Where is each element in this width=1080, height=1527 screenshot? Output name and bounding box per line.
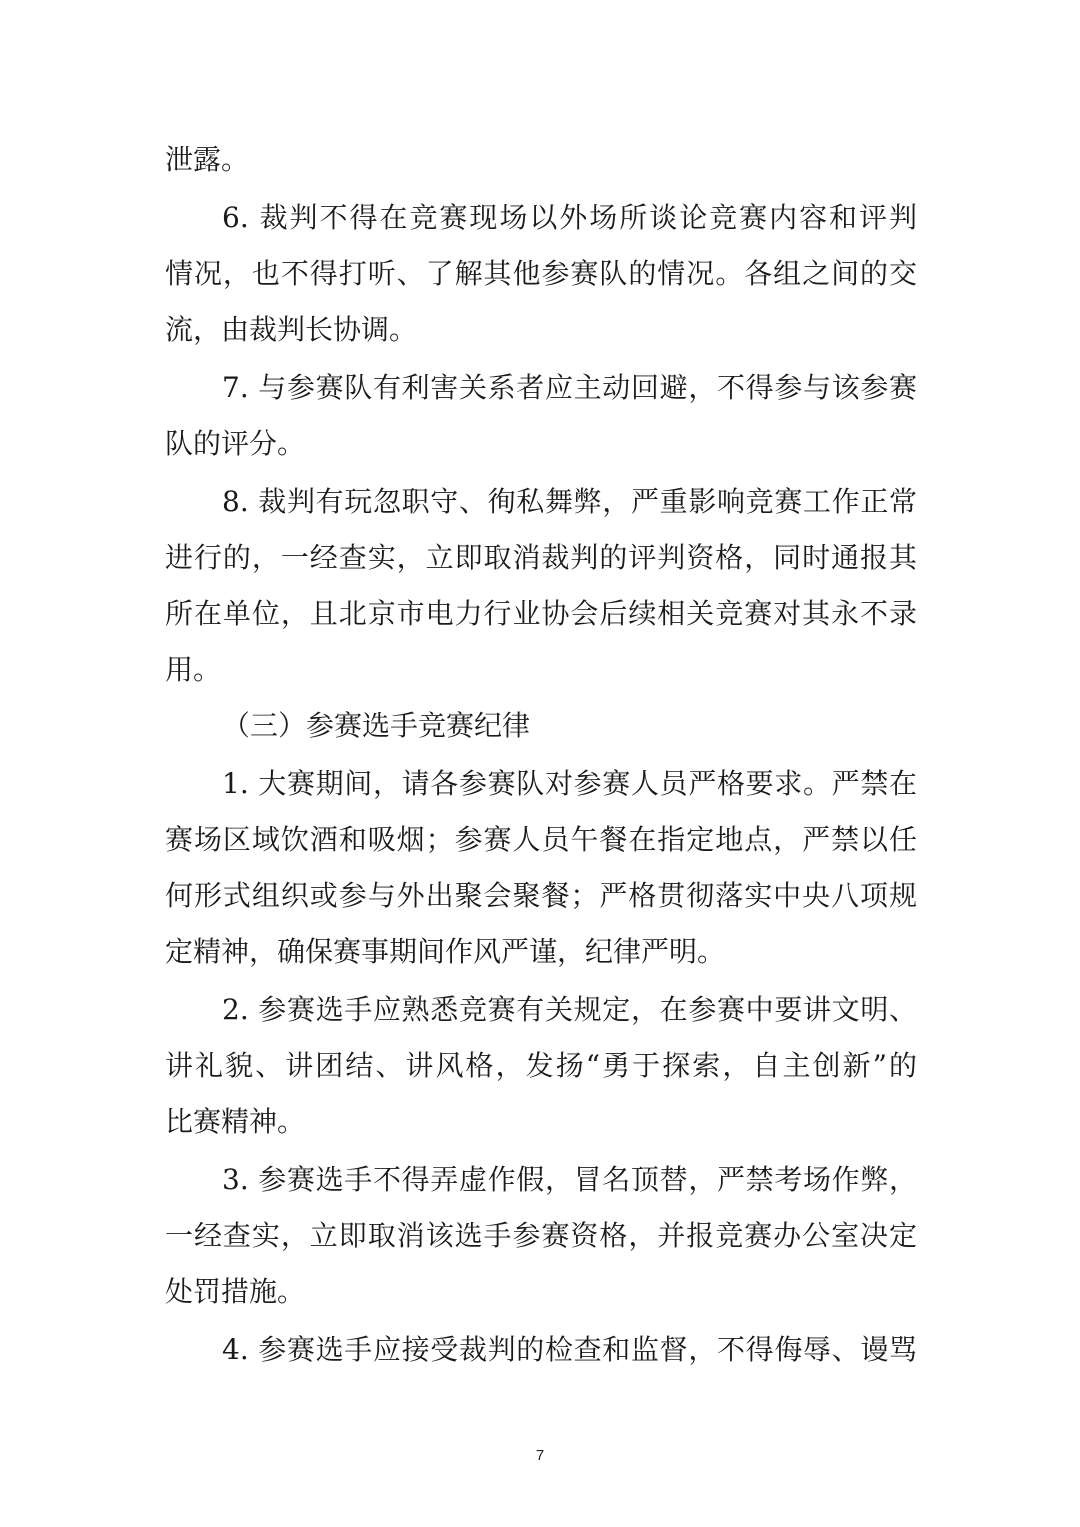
text-line: 泄露。 [165,143,250,176]
text-line: 情况，也不得打听、了解其他参赛队的情况。各组之间的交 [165,257,917,290]
text-line: 用。 [165,653,222,686]
text-line: 何形式组织或参与外出聚会聚餐；严格贯彻落实中央八项规 [165,879,917,912]
text-line: 3. 参赛选手不得弄虚作假，冒名顶替，严禁考场作弊， [222,1163,917,1196]
text-line: 6. 裁判不得在竞赛现场以外场所谈论竞赛内容和评判 [222,201,917,234]
text-line: 讲礼貌、讲团结、讲风格，发扬“勇于探索，自主创新”的 [165,1049,917,1082]
section-heading: （三）参赛选手竞赛纪律 [222,709,531,742]
text-line: 比赛精神。 [165,1105,306,1138]
text-line: 1. 大赛期间，请各参赛队对参赛人员严格要求。严禁在 [222,767,917,800]
text-line: 处罚措施。 [165,1275,306,1308]
text-line: 定精神，确保赛事期间作风严谨，纪律严明。 [165,935,726,968]
text-line: 2. 参赛选手应熟悉竞赛有关规定，在参赛中要讲文明、 [222,993,917,1026]
page-number: 7 [535,1447,545,1464]
text-line: 所在单位，且北京市电力行业协会后续相关竞赛对其永不录 [165,597,917,630]
text-line: 队的评分。 [165,427,306,460]
text-line: 8. 裁判有玩忽职守、徇私舞弊，严重影响竞赛工作正常 [222,485,917,518]
text-line: 一经查实，立即取消该选手参赛资格，并报竞赛办公室决定 [165,1219,917,1252]
text-line: 进行的，一经查实，立即取消裁判的评判资格，同时通报其 [165,541,917,574]
text-line: 赛场区域饮酒和吸烟；参赛人员午餐在指定地点，严禁以任 [165,823,917,856]
text-line: 4. 参赛选手应接受裁判的检查和监督，不得侮辱、谩骂 [222,1333,917,1366]
text-line: 7. 与参赛队有利害关系者应主动回避，不得参与该参赛 [222,371,917,404]
text-line: 流，由裁判长协调。 [165,313,418,346]
